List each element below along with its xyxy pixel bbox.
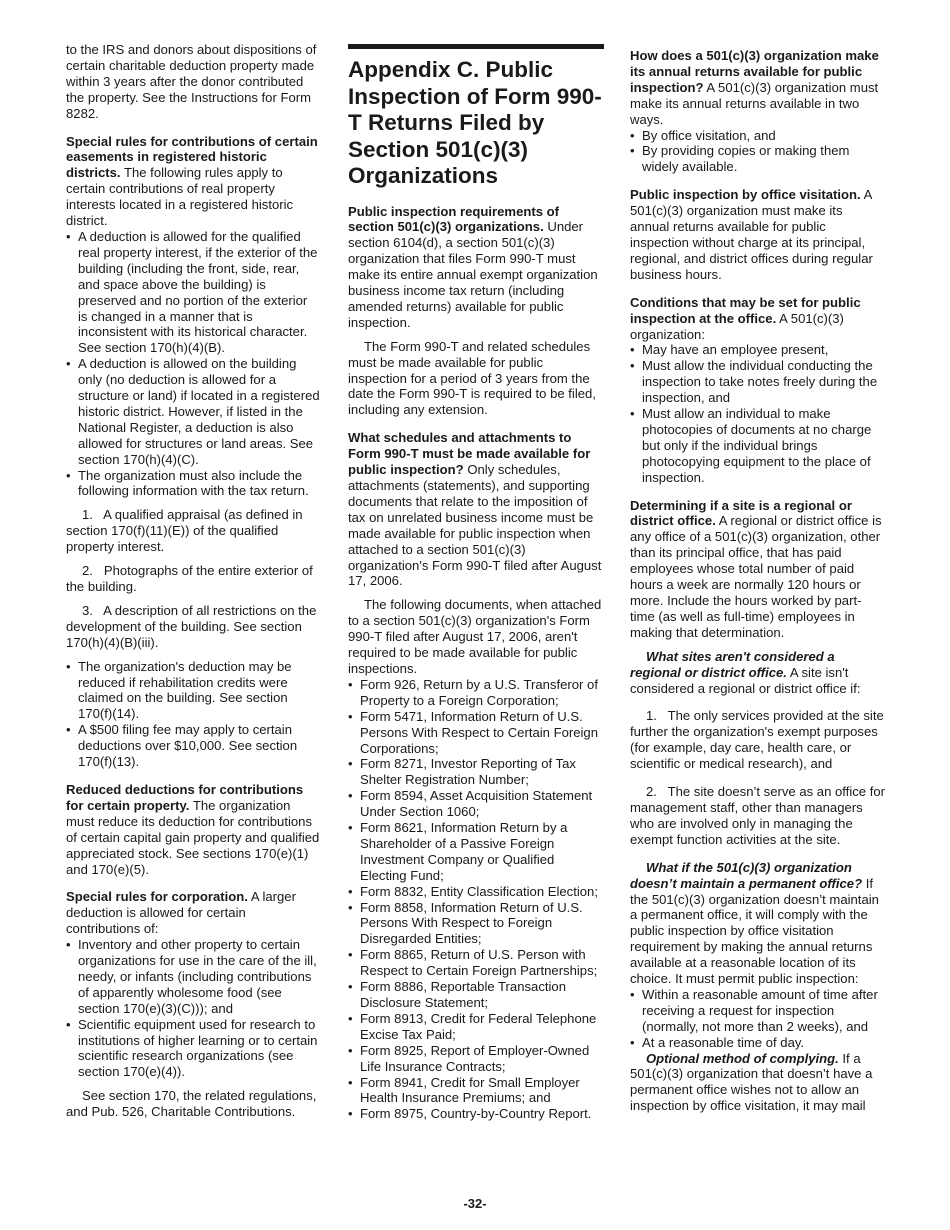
bullet-icon: • <box>348 756 353 772</box>
numbered-item: 2. Photographs of the entire exterior of the building. <box>66 563 317 594</box>
bullet-text: By providing copies or making them widely available. <box>642 143 850 175</box>
run-in-heading: Public inspection requirements of section 501(c)(3) organizations. <box>348 203 559 235</box>
numbered-item: 1. A qualified appraisal (as defined in section 170(f)(11)(E)) of the qualified property interest. <box>66 507 307 555</box>
bullet-icon: • <box>630 986 635 1002</box>
bullet-text: Form 8886, Reportable Transaction Disclosure Statement; <box>360 979 566 1010</box>
bullet-item <box>66 722 320 770</box>
bullet-text: Form 8271, Investor Reporting of Tax Shelter Registration Number; <box>360 756 576 788</box>
list-item <box>348 979 604 1011</box>
bullet-icon: • <box>348 820 353 836</box>
bullet-icon: • <box>348 1010 353 1026</box>
bullet-icon: • <box>66 467 71 483</box>
paragraph <box>348 204 604 331</box>
column-right <box>630 48 889 1114</box>
bullet-text: Form 926, Return by a U.S. Transferor of Property to a Foreign Corporation; <box>360 676 598 708</box>
paragraph-body: If a 501(c)(3) organization that doesn’t have a permanent office wishes not to allow an inspection by office visitation, it may mail <box>630 1050 873 1114</box>
appendix-rule <box>348 44 604 49</box>
list-item <box>348 900 604 948</box>
list-item <box>348 947 604 979</box>
bullet-icon: • <box>348 979 353 995</box>
paragraph-body: A site isn't considered a regional or district office if: <box>630 664 861 696</box>
paragraph <box>66 782 320 877</box>
run-in-heading: Public inspection by office visitation. <box>630 187 861 203</box>
run-in-heading: Reduced deductions for contributions for certain property. <box>66 781 304 813</box>
bullet-text: At a reasonable time of day. <box>642 1034 805 1050</box>
bullet-icon: • <box>348 899 353 915</box>
list-item <box>348 1106 604 1122</box>
bullet-item <box>66 468 320 500</box>
paragraph-body: If the 501(c)(3) organization doesn’t maintain a permanent office, it will comply with the public inspection by office visitation requirement by making the annual returns available at a reasonable location of its choice. It must permit public inspection: <box>630 875 879 987</box>
list-item <box>348 709 604 757</box>
appendix-title: Appendix C. Public Inspection of Form 990-T Returns Filed by Section 501(c)(3) Organizations <box>348 57 602 188</box>
bullet-icon: • <box>348 708 353 724</box>
bullet-text: Form 5471, Information Return of U.S. Persons With Respect to Certain Foreign Corporations; <box>360 708 598 756</box>
bullet-item <box>630 406 885 486</box>
bullet-item <box>66 659 320 723</box>
paragraph <box>630 295 885 343</box>
paragraph-body: Only schedules, attachments (statements), and supporting documents that relate to the imposition of tax on unrelated business income must be made available for public inspection when attached to a section 501(c)(3) organization's Form 990-T filed after August 17, 2006. <box>348 462 602 589</box>
bullet-item <box>66 937 320 1017</box>
paragraph-body: A 501(c)(3) organization must make its annual returns available in two ways. <box>630 79 879 127</box>
page-number: -32- <box>463 1196 487 1211</box>
paragraph <box>630 1051 885 1115</box>
bullet-icon: • <box>66 722 71 738</box>
bullet-item <box>66 356 320 467</box>
bullet-text: Form 8941, Credit for Small Employer Health Insurance Premiums; and <box>360 1074 580 1106</box>
paragraph-body: A larger deduction is allowed for certain contributions of: <box>66 889 296 937</box>
paragraph <box>630 498 885 641</box>
bullet-icon: • <box>348 788 353 804</box>
bullet-icon: • <box>630 406 635 422</box>
bullet-icon: • <box>630 342 635 358</box>
bullet-icon: • <box>348 1042 353 1058</box>
bullet-item <box>630 358 885 406</box>
bullet-text: A deduction is allowed on the building only (no deduction is allowed for a structure or land) if located in a registered historic district. However, if listed in the National Register, a deduction is also allowed for structures or land areas. See section 170(h)(4)(C). <box>78 356 320 467</box>
paragraph <box>630 649 885 697</box>
bullet-text: A $500 filing fee may apply to certain deductions over $10,000. See section 170(f)(13). <box>78 722 298 770</box>
bullet-item <box>66 1017 320 1081</box>
bullet-text: Within a reasonable amount of time after receiving a request for inspection (normally, not more than 2 weeks), and <box>642 986 878 1034</box>
excluded-forms-list <box>348 677 604 1122</box>
paragraph-body: The following rules apply to certain contributions of real property interests located in a registered historic district. <box>66 165 294 229</box>
list-item <box>348 1043 604 1075</box>
run-in-heading: Determining if a site is a regional or district office. <box>630 497 852 529</box>
bullet-icon: • <box>630 143 635 159</box>
run-in-heading: What sites aren't considered a regional or district office. <box>630 648 835 680</box>
bullet-text: The organization must also include the following information with the tax return. <box>78 467 309 499</box>
bullet-text: Inventory and other property to certain organizations for use in the care of the ill, needy, or infants (including contributions of apparently wholesome food (see section 170(e)(3)(C))); and <box>78 937 317 1016</box>
run-in-heading: Special rules for corporation. <box>66 889 248 905</box>
paragraph-body: The organization must reduce its deduction for contributions of certain capital gain property and qualified appreciated stock. See sections 170(e)(1) and 170(e)(5). <box>66 797 320 877</box>
bullet-item <box>66 229 320 356</box>
bullet-item <box>630 128 885 144</box>
paragraph <box>630 860 885 987</box>
bullet-icon: • <box>66 937 71 953</box>
bullet-icon: • <box>348 1106 353 1122</box>
paragraph <box>348 430 604 589</box>
run-in-heading: Special rules for contributions of certain easements in registered historic districts. <box>66 133 318 181</box>
run-in-heading: How does a 501(c)(3) organization make its annual returns available for public inspection? <box>630 48 879 95</box>
bullet-text: Form 8858, Information Return of U.S. Persons With Respect to Foreign Disregarded Entities; <box>360 899 583 947</box>
list-item <box>348 788 604 820</box>
list-item <box>348 884 604 900</box>
bullet-icon: • <box>630 1034 635 1050</box>
paragraph <box>630 187 885 282</box>
run-in-heading: Conditions that may be set for public inspection at the office. <box>630 294 861 326</box>
bullet-icon: • <box>66 658 71 674</box>
bullet-item <box>630 987 885 1035</box>
bullet-text: Must allow the individual conducting the inspection to take notes freely during the inspection, and <box>642 358 878 406</box>
list-item <box>348 1011 604 1043</box>
paragraph-body: A 501(c)(3) organization: <box>630 310 844 342</box>
bullet-text: Form 8975, Country-by-Country Report. <box>360 1106 592 1122</box>
column-left <box>66 42 320 1120</box>
paragraph: to the IRS and donors about dispositions of certain charitable deduction property made within 3 years after the donor contributed the property. See the Instructions for Form 8282. <box>66 42 317 121</box>
bullet-text: A deduction is allowed for the qualified real property interest, if the exterior of the building (including the front, side, rear, and space above the building) is preserved and no portion of the exterior is changed in a manner that is inconsistent with its historical character. See section 170(h)(4)(B). <box>78 228 318 356</box>
bullet-item <box>630 342 885 358</box>
bullet-text: May have an employee present, <box>642 342 829 358</box>
paragraph <box>66 889 320 937</box>
bullet-icon: • <box>630 127 635 143</box>
bullet-icon: • <box>348 947 353 963</box>
paragraph-body: Under section 6104(d), a section 501(c)(3) organization that files Form 990-T must make its entire annual exempt organization business income tax return (including amended returns) available for public inspection. <box>348 219 598 330</box>
bullet-text: By office visitation, and <box>642 127 776 143</box>
bullet-text: Form 8621, Information Return by a Shareholder of a Passive Foreign Investment Company or Qualified Electing Fund; <box>360 820 568 883</box>
paragraph: See section 170, the related regulations, and Pub. 526, Charitable Contributions. <box>66 1088 317 1120</box>
run-in-heading: What if the 501(c)(3) organization doesn’t maintain a permanent office? <box>630 859 863 891</box>
bullet-text: Form 8913, Credit for Federal Telephone Excise Tax Paid; <box>360 1010 597 1042</box>
paragraph-body: A 501(c)(3) organization must make its annual returns available for public inspection without charge at its principal, regional, and district offices during regular business hours. <box>630 187 873 282</box>
bullet-item <box>630 1035 885 1051</box>
bullet-text: The organization's deduction may be reduced if rehabilitation credits were claimed on the building. See section 170(f)(14). <box>78 658 292 722</box>
paragraph-body: A regional or district office is any office of a 501(c)(3) organization, other than its principal office, that has paid employees whose total number of paid hours a week are normally 120 hours or more. Include the hours worked by part-time (as well as full-time) employees in making that determination. <box>630 513 882 640</box>
bullet-icon: • <box>348 1074 353 1090</box>
run-in-heading: What schedules and attachments to Form 990-T must be made available for public inspection? <box>348 430 591 478</box>
bullet-icon: • <box>348 883 353 899</box>
bullet-text: Scientific equipment used for research to institutions of higher learning or to certain scientific research organizations (see section 170(e)(4)). <box>78 1016 318 1080</box>
list-item <box>348 820 604 884</box>
bullet-icon: • <box>630 358 635 374</box>
bullet-icon: • <box>348 676 353 692</box>
run-in-heading: Optional method of complying. <box>646 1050 839 1066</box>
list-item <box>348 677 604 709</box>
numbered-item: 2. The site doesn’t serve as an office for management staff, other than managers who are involved only in managing the exempt function activities at the site. <box>630 784 889 847</box>
paragraph <box>630 48 885 128</box>
paragraph: The following documents, when attached to a section 501(c)(3) organization's Form 990-T filed after August 17, 2006, aren't required to be made available for public inspections. <box>348 597 602 676</box>
bullet-text: Form 8865, Return of U.S. Person with Respect to Certain Foreign Partnerships; <box>360 947 598 979</box>
list-item <box>348 1075 604 1107</box>
bullet-icon: • <box>66 228 71 244</box>
bullet-text: Must allow an individual to make photocopies of documents at no charge but only if the individual brings photocopying equipment to the place of inspection. <box>642 406 872 485</box>
paragraph <box>66 134 320 229</box>
paragraph: The Form 990-T and related schedules must be made available for public inspection for a period of 3 years from the date the Form 990-T is required to be filed, including any extension. <box>348 338 596 418</box>
numbered-item: 1. The only services provided at the site further the organization's exempt purposes (for example, day care, health care, or scientific or medical research), and <box>630 708 888 772</box>
bullet-icon: • <box>66 1016 71 1032</box>
bullet-text: Form 8925, Report of Employer-Owned Life Insurance Contracts; <box>360 1042 590 1074</box>
list-item <box>348 756 604 788</box>
bullet-text: Form 8594, Asset Acquisition Statement Under Section 1060; <box>360 788 593 820</box>
numbered-item: 3. A description of all restrictions on the development of the building. See section 170(h)(4)(B)(iii). <box>66 602 320 650</box>
bullet-icon: • <box>66 356 71 372</box>
bullet-text: Form 8832, Entity Classification Election; <box>360 883 598 899</box>
bullet-item <box>630 143 885 175</box>
column-middle <box>348 44 604 1122</box>
